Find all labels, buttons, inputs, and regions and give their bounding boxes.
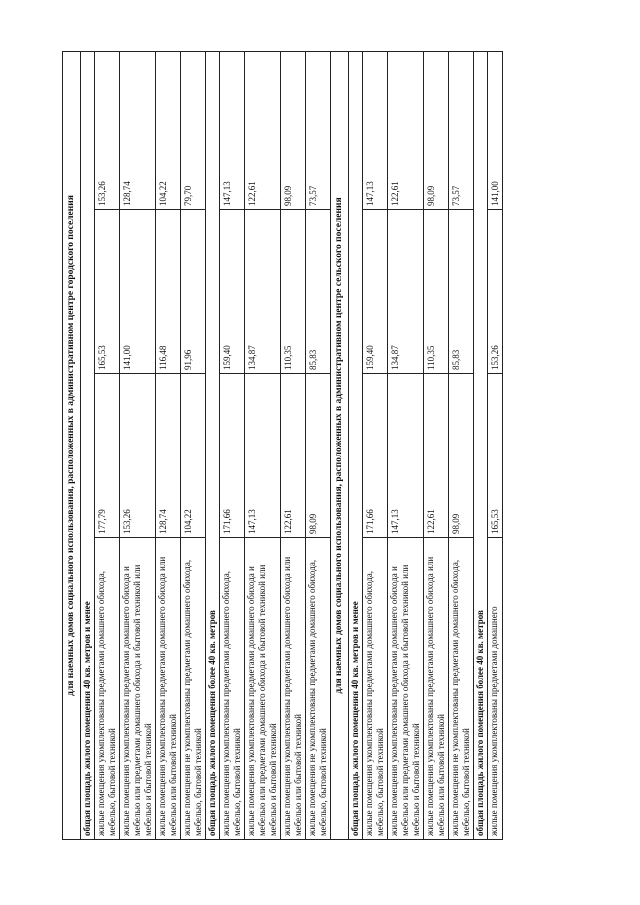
row-label: жилые помещения не укомплектованы предметами домашнего обихода, мебелью, бытовой техникой — [306, 538, 331, 840]
value-cell: 122,61 — [281, 374, 306, 538]
section-title: для наемных домов социального использования, расположенных в административном центре сельского поселения — [331, 52, 349, 840]
value-cell: 165,53 — [488, 374, 503, 538]
row-label: жилые помещения укомплектованы предметами домашнего обихода, мебелью, бытовой техникой — [363, 538, 388, 840]
value-cell: 122,61 — [424, 374, 449, 538]
table-row — [281, 52, 306, 840]
row-label: жилые помещения укомплектованы предметами домашнего обихода, мебелью, бытовой техникой — [220, 538, 245, 840]
value-cell: 141,00 — [488, 52, 503, 210]
value-cell: 128,74 — [156, 374, 181, 538]
value-cell: 98,09 — [449, 374, 474, 538]
value-cell: 153,26 — [488, 210, 503, 374]
table-row — [156, 52, 181, 840]
group-header — [81, 52, 95, 840]
value-cell: 116,48 — [156, 210, 181, 374]
group-header — [206, 52, 220, 840]
section-header — [63, 52, 81, 840]
row-label: жилые помещения укомплектованы предметами домашнего обихода или мебелью или бытовой техникой — [424, 538, 449, 840]
value-cell: 122,61 — [388, 52, 424, 210]
value-cell: 73,57 — [449, 52, 474, 210]
value-cell: 128,74 — [120, 52, 156, 210]
rates-table — [62, 51, 503, 840]
value-cell: 147,13 — [388, 374, 424, 538]
value-cell: 98,09 — [281, 52, 306, 210]
row-label: жилые помещения укомплектованы предметами домашнего обихода или мебелью или бытовой техникой — [156, 538, 181, 840]
row-label: жилые помещения укомплектованы предметами домашнего обихода, мебелью, бытовой техникой — [95, 538, 120, 840]
rotated-table-container — [62, 52, 579, 840]
value-cell: 79,70 — [181, 52, 206, 210]
table-row — [424, 52, 449, 840]
value-cell: 134,87 — [388, 210, 424, 374]
table-row — [388, 52, 424, 840]
group-title: общая площадь жилого помещения 40 кв. метров и менее — [349, 52, 363, 840]
section-header — [331, 52, 349, 840]
table-row — [220, 52, 245, 840]
value-cell: 85,83 — [449, 210, 474, 374]
value-cell: 153,26 — [95, 52, 120, 210]
value-cell: 147,13 — [220, 52, 245, 210]
value-cell: 85,83 — [306, 210, 331, 374]
table-row — [181, 52, 206, 840]
value-cell: 122,61 — [245, 52, 281, 210]
value-cell: 73,57 — [306, 52, 331, 210]
value-cell: 171,66 — [363, 374, 388, 538]
value-cell: 134,87 — [245, 210, 281, 374]
row-label: жилые помещения укомплектованы предметами домашнего обихода и мебелью или предметами домашнего обихода и бытовой техникой или мебелью и бытовой техникой — [120, 538, 156, 840]
value-cell: 110,35 — [424, 210, 449, 374]
group-header — [349, 52, 363, 840]
group-header — [474, 52, 488, 840]
value-cell: 98,09 — [424, 52, 449, 210]
value-cell: 104,22 — [156, 52, 181, 210]
value-cell: 91,96 — [181, 210, 206, 374]
row-label: жилые помещения не укомплектованы предметами домашнего обихода, мебелью, бытовой техникой — [181, 538, 206, 840]
row-label: жилые помещения укомплектованы предметами домашнего обихода и мебелью или предметами домашнего обихода и бытовой техникой или мебелью и бытовой техникой — [388, 538, 424, 840]
table-row — [306, 52, 331, 840]
table-row — [95, 52, 120, 840]
group-title: общая площадь жилого помещения более 40 кв. метров — [474, 52, 488, 840]
value-cell: 159,40 — [220, 210, 245, 374]
row-label: жилые помещения укомплектованы предметами домашнего обихода или мебелью или бытовой техникой — [281, 538, 306, 840]
value-cell: 98,09 — [306, 374, 331, 538]
group-title: общая площадь жилого помещения более 40 кв. метров — [206, 52, 220, 840]
table-row — [245, 52, 281, 840]
table-row — [449, 52, 474, 840]
group-title: общая площадь жилого помещения 40 кв. метров и менее — [81, 52, 95, 840]
section-title: для наемных домов социального использования, расположенных в административном центре городского поселения — [63, 52, 81, 840]
row-label: жилые помещения не укомплектованы предметами домашнего обихода, мебелью, бытовой техникой — [449, 538, 474, 840]
value-cell: 147,13 — [245, 374, 281, 538]
table-row — [120, 52, 156, 840]
value-cell: 104,22 — [181, 374, 206, 538]
row-label: жилые помещения укомплектованы предметами домашнего обихода и мебелью или предметами домашнего обихода и бытовой техникой или мебелью и бытовой техникой — [245, 538, 281, 840]
value-cell: 159,40 — [363, 210, 388, 374]
value-cell: 177,79 — [95, 374, 120, 538]
table-row — [488, 52, 503, 840]
row-label: жилые помещения укомплектованы предметами домашнего — [488, 538, 503, 840]
value-cell: 147,13 — [363, 52, 388, 210]
value-cell: 165,53 — [95, 210, 120, 374]
value-cell: 141,00 — [120, 210, 156, 374]
value-cell: 153,26 — [120, 374, 156, 538]
value-cell: 171,66 — [220, 374, 245, 538]
table-row — [363, 52, 388, 840]
value-cell: 110,35 — [281, 210, 306, 374]
